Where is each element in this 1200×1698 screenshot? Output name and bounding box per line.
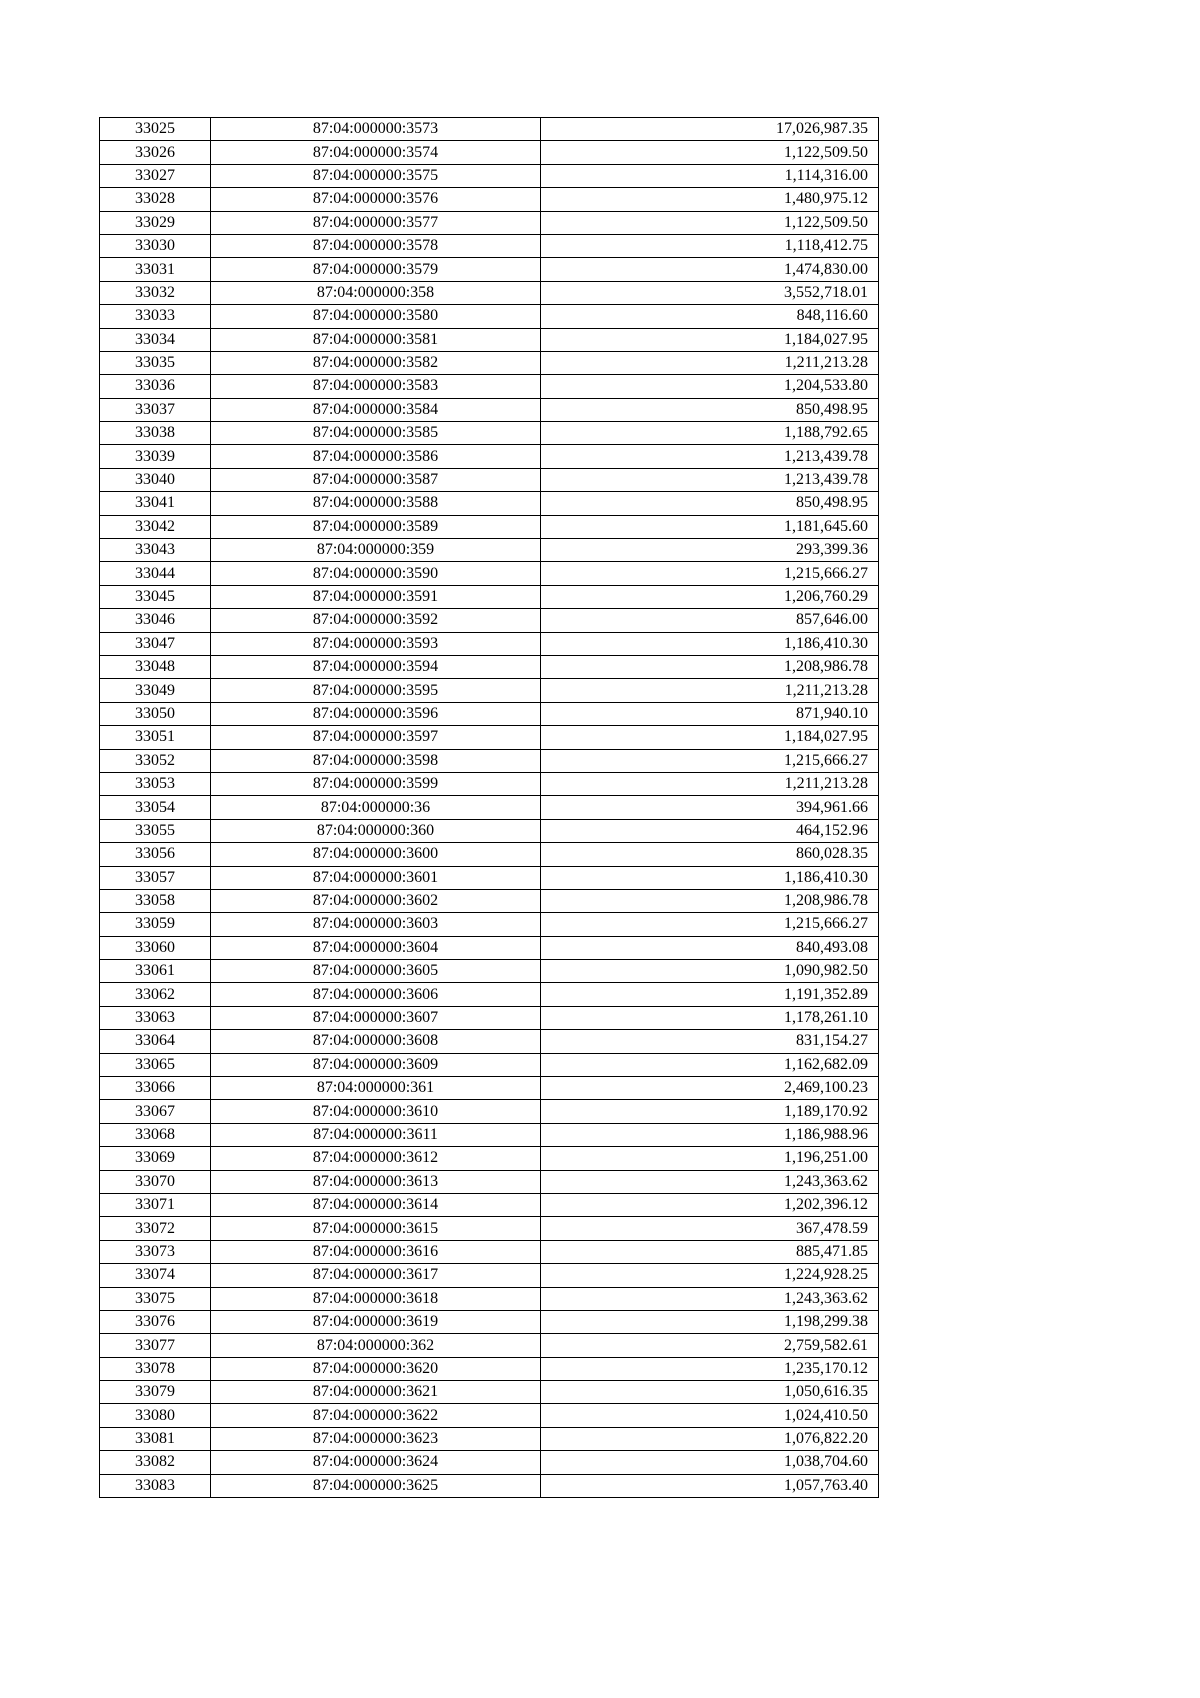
row-number-cell: 33053 (100, 772, 211, 795)
cadastral-number-cell: 87:04:000000:3583 (211, 375, 541, 398)
table-row (100, 1053, 879, 1076)
table-row (100, 1427, 879, 1450)
cadastral-value-cell: 1,118,412.75 (541, 234, 879, 257)
cadastral-number-cell: 87:04:000000:3597 (211, 726, 541, 749)
table-row (100, 819, 879, 842)
cadastral-value-cell: 1,213,439.78 (541, 445, 879, 468)
cadastral-number-cell: 87:04:000000:3584 (211, 398, 541, 421)
cadastral-number-cell: 87:04:000000:3623 (211, 1427, 541, 1450)
cadastral-value-cell: 1,122,509.50 (541, 211, 879, 234)
row-number-cell: 33030 (100, 234, 211, 257)
table-row (100, 1451, 879, 1474)
table-body (100, 118, 879, 1498)
row-number-cell: 33064 (100, 1030, 211, 1053)
cadastral-value-cell: 1,122,509.50 (541, 141, 879, 164)
cadastral-value-cell: 1,243,363.62 (541, 1170, 879, 1193)
cadastral-value-cell: 1,208,986.78 (541, 655, 879, 678)
row-number-cell: 33083 (100, 1474, 211, 1497)
table-row (100, 960, 879, 983)
table-row (100, 983, 879, 1006)
cadastral-number-cell: 87:04:000000:3598 (211, 749, 541, 772)
cadastral-number-cell: 87:04:000000:358 (211, 281, 541, 304)
cadastral-value-cell: 871,940.10 (541, 702, 879, 725)
cadastral-value-cell: 1,050,616.35 (541, 1381, 879, 1404)
table-row (100, 609, 879, 632)
cadastral-number-cell: 87:04:000000:3616 (211, 1240, 541, 1263)
row-number-cell: 33029 (100, 211, 211, 234)
row-number-cell: 33047 (100, 632, 211, 655)
cadastral-number-cell: 87:04:000000:3591 (211, 585, 541, 608)
cadastral-value-cell: 1,213,439.78 (541, 468, 879, 491)
table-row (100, 234, 879, 257)
row-number-cell: 33038 (100, 422, 211, 445)
cadastral-number-cell: 87:04:000000:3594 (211, 655, 541, 678)
row-number-cell: 33042 (100, 515, 211, 538)
row-number-cell: 33057 (100, 866, 211, 889)
cadastral-value-cell: 1,162,682.09 (541, 1053, 879, 1076)
table-row (100, 1240, 879, 1263)
cadastral-number-cell: 87:04:000000:3611 (211, 1123, 541, 1146)
cadastral-value-cell: 1,215,666.27 (541, 913, 879, 936)
cadastral-number-cell: 87:04:000000:3607 (211, 1006, 541, 1029)
cadastral-number-cell: 87:04:000000:3599 (211, 772, 541, 795)
cadastral-value-cell: 840,493.08 (541, 936, 879, 959)
row-number-cell: 33065 (100, 1053, 211, 1076)
table-row (100, 655, 879, 678)
cadastral-value-cell: 3,552,718.01 (541, 281, 879, 304)
cadastral-value-cell: 1,211,213.28 (541, 772, 879, 795)
cadastral-number-cell: 87:04:000000:3581 (211, 328, 541, 351)
table-row (100, 1357, 879, 1380)
cadastral-value-cell: 857,646.00 (541, 609, 879, 632)
cadastral-number-cell: 87:04:000000:3595 (211, 679, 541, 702)
row-number-cell: 33061 (100, 960, 211, 983)
cadastral-value-cell: 1,224,928.25 (541, 1264, 879, 1287)
cadastral-value-cell: 1,480,975.12 (541, 188, 879, 211)
cadastral-number-cell: 87:04:000000:3625 (211, 1474, 541, 1497)
table-row (100, 1310, 879, 1333)
row-number-cell: 33072 (100, 1217, 211, 1240)
table-row (100, 398, 879, 421)
table-row (100, 1334, 879, 1357)
cadastral-value-cell: 1,215,666.27 (541, 749, 879, 772)
table-row (100, 118, 879, 141)
table-row (100, 328, 879, 351)
cadastral-value-cell: 2,759,582.61 (541, 1334, 879, 1357)
cadastral-value-cell: 848,116.60 (541, 305, 879, 328)
cadastral-value-cell: 1,208,986.78 (541, 889, 879, 912)
cadastral-number-cell: 87:04:000000:3621 (211, 1381, 541, 1404)
cadastral-number-cell: 87:04:000000:3574 (211, 141, 541, 164)
cadastral-value-cell: 1,206,760.29 (541, 585, 879, 608)
row-number-cell: 33036 (100, 375, 211, 398)
table-row (100, 866, 879, 889)
cadastral-value-cell: 293,399.36 (541, 539, 879, 562)
cadastral-number-cell: 87:04:000000:362 (211, 1334, 541, 1357)
table-row (100, 1170, 879, 1193)
table-row (100, 889, 879, 912)
cadastral-number-cell: 87:04:000000:360 (211, 819, 541, 842)
row-number-cell: 33069 (100, 1147, 211, 1170)
cadastral-value-cell: 1,057,763.40 (541, 1474, 879, 1497)
row-number-cell: 33081 (100, 1427, 211, 1450)
cadastral-number-cell: 87:04:000000:3620 (211, 1357, 541, 1380)
cadastral-value-cell: 1,076,822.20 (541, 1427, 879, 1450)
row-number-cell: 33077 (100, 1334, 211, 1357)
table-row (100, 796, 879, 819)
table-row (100, 936, 879, 959)
row-number-cell: 33055 (100, 819, 211, 842)
table-row (100, 515, 879, 538)
cadastral-value-cell: 464,152.96 (541, 819, 879, 842)
cadastral-number-cell: 87:04:000000:3590 (211, 562, 541, 585)
cadastral-number-cell: 87:04:000000:36 (211, 796, 541, 819)
row-number-cell: 33045 (100, 585, 211, 608)
cadastral-number-cell: 87:04:000000:3617 (211, 1264, 541, 1287)
row-number-cell: 33040 (100, 468, 211, 491)
table-row (100, 281, 879, 304)
cadastral-value-cell: 850,498.95 (541, 492, 879, 515)
cadastral-value-cell: 850,498.95 (541, 398, 879, 421)
cadastral-value-cell: 17,026,987.35 (541, 118, 879, 141)
row-number-cell: 33039 (100, 445, 211, 468)
cadastral-value-cell: 1,191,352.89 (541, 983, 879, 1006)
cadastral-number-cell: 87:04:000000:3605 (211, 960, 541, 983)
cadastral-value-cell: 1,178,261.10 (541, 1006, 879, 1029)
table-row (100, 1100, 879, 1123)
table-row (100, 632, 879, 655)
table-row (100, 1264, 879, 1287)
cadastral-number-cell: 87:04:000000:3613 (211, 1170, 541, 1193)
cadastral-value-cell: 1,202,396.12 (541, 1193, 879, 1216)
row-number-cell: 33080 (100, 1404, 211, 1427)
row-number-cell: 33034 (100, 328, 211, 351)
cadastral-value-cell: 1,211,213.28 (541, 351, 879, 374)
row-number-cell: 33044 (100, 562, 211, 585)
row-number-cell: 33060 (100, 936, 211, 959)
row-number-cell: 33059 (100, 913, 211, 936)
cadastral-value-cell: 885,471.85 (541, 1240, 879, 1263)
row-number-cell: 33082 (100, 1451, 211, 1474)
cadastral-number-cell: 87:04:000000:3619 (211, 1310, 541, 1333)
row-number-cell: 33048 (100, 655, 211, 678)
table-row (100, 1006, 879, 1029)
cadastral-number-cell: 87:04:000000:359 (211, 539, 541, 562)
cadastral-number-cell: 87:04:000000:3614 (211, 1193, 541, 1216)
table-row (100, 445, 879, 468)
table-row (100, 562, 879, 585)
cadastral-number-cell: 87:04:000000:3575 (211, 164, 541, 187)
table-row (100, 1474, 879, 1497)
row-number-cell: 33076 (100, 1310, 211, 1333)
table-row (100, 1217, 879, 1240)
table-row (100, 468, 879, 491)
cadastral-value-cell: 1,090,982.50 (541, 960, 879, 983)
row-number-cell: 33043 (100, 539, 211, 562)
cadastral-value-cell: 1,181,645.60 (541, 515, 879, 538)
table-row (100, 1030, 879, 1053)
cadastral-value-cell: 1,196,251.00 (541, 1147, 879, 1170)
row-number-cell: 33067 (100, 1100, 211, 1123)
table-row (100, 772, 879, 795)
cadastral-number-cell: 87:04:000000:3588 (211, 492, 541, 515)
cadastral-value-cell: 1,184,027.95 (541, 328, 879, 351)
table-row (100, 702, 879, 725)
cadastral-value-cell: 1,211,213.28 (541, 679, 879, 702)
row-number-cell: 33050 (100, 702, 211, 725)
cadastral-number-cell: 87:04:000000:3609 (211, 1053, 541, 1076)
table-row (100, 1193, 879, 1216)
cadastral-value-cell: 1,184,027.95 (541, 726, 879, 749)
cadastral-value-cell: 367,478.59 (541, 1217, 879, 1240)
table-row (100, 585, 879, 608)
cadastral-number-cell: 87:04:000000:3600 (211, 843, 541, 866)
row-number-cell: 33074 (100, 1264, 211, 1287)
cadastral-value-cell: 1,235,170.12 (541, 1357, 879, 1380)
cadastral-value-cell: 1,204,533.80 (541, 375, 879, 398)
row-number-cell: 33027 (100, 164, 211, 187)
table-row (100, 211, 879, 234)
table-row (100, 1287, 879, 1310)
cadastral-number-cell: 87:04:000000:3604 (211, 936, 541, 959)
row-number-cell: 33028 (100, 188, 211, 211)
cadastral-number-cell: 87:04:000000:3577 (211, 211, 541, 234)
cadastral-value-cell: 1,474,830.00 (541, 258, 879, 281)
cadastral-number-cell: 87:04:000000:3601 (211, 866, 541, 889)
row-number-cell: 33062 (100, 983, 211, 1006)
table-row (100, 305, 879, 328)
cadastral-number-cell: 87:04:000000:3602 (211, 889, 541, 912)
row-number-cell: 33079 (100, 1381, 211, 1404)
cadastral-number-cell: 87:04:000000:3573 (211, 118, 541, 141)
table-row (100, 351, 879, 374)
row-number-cell: 33032 (100, 281, 211, 304)
cadastral-number-cell: 87:04:000000:3596 (211, 702, 541, 725)
table-row (100, 164, 879, 187)
table-row (100, 492, 879, 515)
cadastral-value-cell: 1,189,170.92 (541, 1100, 879, 1123)
cadastral-value-cell: 831,154.27 (541, 1030, 879, 1053)
table-row (100, 1123, 879, 1146)
cadastral-value-cell: 1,198,299.38 (541, 1310, 879, 1333)
table-row (100, 422, 879, 445)
row-number-cell: 33056 (100, 843, 211, 866)
cadastral-number-cell: 87:04:000000:3587 (211, 468, 541, 491)
cadastral-value-cell: 1,186,410.30 (541, 632, 879, 655)
cadastral-number-cell: 87:04:000000:3593 (211, 632, 541, 655)
cadastral-value-cell: 2,469,100.23 (541, 1077, 879, 1100)
row-number-cell: 33070 (100, 1170, 211, 1193)
cadastral-number-cell: 87:04:000000:3578 (211, 234, 541, 257)
cadastral-value-cell: 1,215,666.27 (541, 562, 879, 585)
row-number-cell: 33049 (100, 679, 211, 702)
row-number-cell: 33035 (100, 351, 211, 374)
cadastral-value-cell: 1,186,988.96 (541, 1123, 879, 1146)
cadastral-number-cell: 87:04:000000:3615 (211, 1217, 541, 1240)
cadastral-number-cell: 87:04:000000:3606 (211, 983, 541, 1006)
row-number-cell: 33073 (100, 1240, 211, 1263)
row-number-cell: 33058 (100, 889, 211, 912)
cadastral-number-cell: 87:04:000000:3586 (211, 445, 541, 468)
row-number-cell: 33071 (100, 1193, 211, 1216)
cadastral-number-cell: 87:04:000000:3624 (211, 1451, 541, 1474)
table-row (100, 141, 879, 164)
row-number-cell: 33075 (100, 1287, 211, 1310)
cadastral-number-cell: 87:04:000000:3618 (211, 1287, 541, 1310)
row-number-cell: 33025 (100, 118, 211, 141)
cadastre-value-table (99, 117, 879, 1498)
row-number-cell: 33041 (100, 492, 211, 515)
cadastral-number-cell: 87:04:000000:3579 (211, 258, 541, 281)
table-row (100, 539, 879, 562)
cadastral-value-cell: 1,186,410.30 (541, 866, 879, 889)
row-number-cell: 33063 (100, 1006, 211, 1029)
cadastral-value-cell: 394,961.66 (541, 796, 879, 819)
table-row (100, 375, 879, 398)
row-number-cell: 33054 (100, 796, 211, 819)
row-number-cell: 33046 (100, 609, 211, 632)
table-row (100, 1404, 879, 1427)
cadastral-number-cell: 87:04:000000:3622 (211, 1404, 541, 1427)
table-row (100, 749, 879, 772)
table-row (100, 258, 879, 281)
table-row (100, 188, 879, 211)
cadastral-value-cell: 1,038,704.60 (541, 1451, 879, 1474)
table-row (100, 726, 879, 749)
cadastral-value-cell: 1,188,792.65 (541, 422, 879, 445)
cadastral-value-cell: 1,114,316.00 (541, 164, 879, 187)
row-number-cell: 33066 (100, 1077, 211, 1100)
row-number-cell: 33037 (100, 398, 211, 421)
row-number-cell: 33068 (100, 1123, 211, 1146)
row-number-cell: 33026 (100, 141, 211, 164)
table-row (100, 679, 879, 702)
row-number-cell: 33031 (100, 258, 211, 281)
cadastral-number-cell: 87:04:000000:3610 (211, 1100, 541, 1123)
row-number-cell: 33033 (100, 305, 211, 328)
table-row (100, 1077, 879, 1100)
table-row (100, 843, 879, 866)
cadastral-number-cell: 87:04:000000:3585 (211, 422, 541, 445)
cadastral-number-cell: 87:04:000000:3603 (211, 913, 541, 936)
cadastral-number-cell: 87:04:000000:3608 (211, 1030, 541, 1053)
cadastral-number-cell: 87:04:000000:3612 (211, 1147, 541, 1170)
cadastral-value-cell: 1,243,363.62 (541, 1287, 879, 1310)
row-number-cell: 33051 (100, 726, 211, 749)
cadastral-value-cell: 1,024,410.50 (541, 1404, 879, 1427)
cadastral-number-cell: 87:04:000000:3589 (211, 515, 541, 538)
cadastral-number-cell: 87:04:000000:3592 (211, 609, 541, 632)
table-row (100, 1381, 879, 1404)
cadastral-number-cell: 87:04:000000:3580 (211, 305, 541, 328)
row-number-cell: 33052 (100, 749, 211, 772)
cadastral-number-cell: 87:04:000000:361 (211, 1077, 541, 1100)
row-number-cell: 33078 (100, 1357, 211, 1380)
cadastral-number-cell: 87:04:000000:3576 (211, 188, 541, 211)
cadastral-value-cell: 860,028.35 (541, 843, 879, 866)
table-row (100, 913, 879, 936)
cadastral-number-cell: 87:04:000000:3582 (211, 351, 541, 374)
table-row (100, 1147, 879, 1170)
